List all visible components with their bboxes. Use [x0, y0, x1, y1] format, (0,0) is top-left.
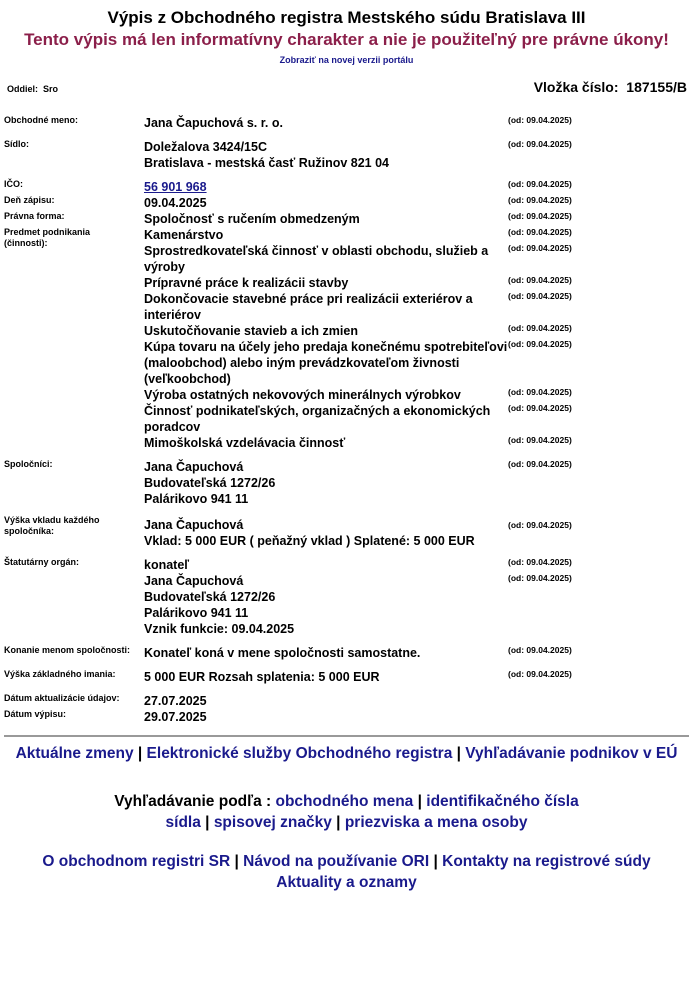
spolocnik-city: Palárikovo 941 11	[144, 492, 249, 506]
vklad-label-line1: Výška vkladu každého	[4, 515, 100, 525]
value-vklad	[144, 515, 508, 549]
date-statutarny-person: (od: 09.04.2025)	[508, 573, 572, 583]
new-version-link[interactable]: Zobraziť na novej verzii portálu	[279, 55, 414, 65]
row-aktualizacia	[4, 693, 588, 709]
link-aktualne-zmeny[interactable]: Aktuálne zmeny	[15, 745, 134, 762]
vklad-name: Jana Čapuchová	[144, 518, 244, 532]
row-konanie	[4, 645, 588, 661]
oddiel-label: Oddiel:	[7, 84, 38, 94]
vlozka-value: 187155/B	[626, 79, 687, 95]
search-by-sidlo-link[interactable]: sídla	[165, 814, 201, 831]
predmet-item: Sprostredkovateľská činnosť v oblasti obchodu, služieb a výroby	[144, 244, 489, 274]
date-den-zapisu: (od: 09.04.2025)	[508, 195, 572, 205]
predmet-item-date: (od: 09.04.2025)	[508, 323, 572, 333]
spolocnik-street: Budovateľská 1272/26	[144, 476, 276, 490]
predmet-item-date: (od: 09.04.2025)	[508, 387, 572, 397]
label-predmet	[4, 227, 144, 451]
link-separator: |	[417, 793, 422, 810]
link-vyhladavanie-eu[interactable]: Vyhľadávanie podnikov v EÚ	[465, 745, 678, 762]
statutarny-vznik: Vznik funkcie: 09.04.2025	[144, 622, 295, 636]
search-by-person-link[interactable]: priezviska a mena osoby	[344, 814, 528, 831]
label-pravna-forma: Právna forma:	[4, 211, 65, 221]
value-spolocnici	[144, 459, 508, 507]
search-by-file-link[interactable]: spisovej značky	[213, 814, 332, 831]
register-table	[4, 115, 588, 725]
spolocnik-name: Jana Čapuchová	[144, 460, 244, 474]
predmet-item: Uskutočňovanie stavieb a ich zmien	[144, 324, 358, 338]
label-konanie: Konanie menom spoločnosti:	[4, 645, 131, 655]
ico-link[interactable]: 56 901 968	[144, 180, 207, 194]
statutarny-city: Palárikovo 941 11	[144, 606, 249, 620]
label-vklad	[4, 515, 144, 549]
predmet-item: Prípravné práce k realizácii stavby	[144, 276, 349, 290]
row-sidlo	[4, 139, 588, 171]
value-den-zapisu: 09.04.2025	[144, 196, 207, 210]
link-kontakty[interactable]: Kontakty na registrové súdy	[442, 853, 651, 870]
row-imanie	[4, 669, 588, 685]
label-statutarny: Štatutárny orgán:	[4, 557, 80, 567]
row-spolocnici	[4, 459, 588, 507]
row-obchodne-meno	[4, 115, 588, 131]
predmet-item: Výroba ostatných nekovových minerálnych výrobkov	[144, 388, 461, 402]
value-ico	[144, 179, 508, 195]
predmet-item: Kúpa tovaru na účely jeho predaja konečnému spotrebiteľovi (maloobchod) alebo iným prevádzkovateľom živnosti (veľkoobchod)	[144, 340, 508, 386]
vklad-amount: Vklad: 5 000 EUR ( peňažný vklad ) Splatené: 5 000 EUR	[144, 534, 475, 548]
predmet-item-date: (od: 09.04.2025)	[508, 243, 572, 253]
link-o-registri[interactable]: O obchodnom registri SR	[42, 853, 231, 870]
search-by-ico-link[interactable]: identifikačného čísla	[426, 793, 579, 810]
predmet-item: Dokončovacie stavebné práce pri realizácii exteriérov a interiérov	[144, 292, 473, 322]
search-label: Vyhľadávanie podľa :	[114, 793, 272, 810]
label-aktualizacia: Dátum aktualizácie údajov:	[4, 693, 120, 703]
vklad-label-line2: spoločníka:	[4, 526, 55, 536]
value-konanie: Konateľ koná v mene spoločnosti samostatne.	[144, 646, 421, 660]
label-den-zapisu: Deň zápisu:	[4, 195, 55, 205]
label-vypis: Dátum výpisu:	[4, 709, 67, 719]
statutarny-street: Budovateľská 1272/26	[144, 590, 276, 604]
vlozka	[534, 79, 687, 95]
statutarny-name: Jana Čapuchová	[144, 574, 244, 588]
value-pravna-forma: Spoločnosť s ručením obmedzeným	[144, 212, 360, 226]
predmet-item-date: (od: 09.04.2025)	[508, 403, 572, 413]
footer-links-row1	[0, 743, 693, 764]
page	[0, 8, 693, 1008]
footer-search-row	[0, 791, 693, 833]
row-vklad	[4, 515, 588, 549]
page-title: Výpis z Obchodného registra Mestského súdu Bratislava III	[107, 8, 586, 27]
row-ico	[4, 179, 588, 195]
oddiel-value: Sro	[43, 84, 59, 94]
predmet-item-date: (od: 09.04.2025)	[508, 435, 572, 445]
link-navod[interactable]: Návod na používanie ORI	[243, 853, 430, 870]
row-statutarny	[4, 557, 588, 573]
link-separator: |	[456, 745, 461, 762]
date-ico: (od: 09.04.2025)	[508, 179, 572, 189]
value-sidlo	[144, 139, 508, 171]
value-obchodne-meno: Jana Čapuchová s. r. o.	[144, 116, 283, 130]
label-ico: IČO:	[4, 179, 23, 189]
footer-links-row3	[0, 851, 693, 893]
value-vypis: 29.07.2025	[144, 710, 207, 724]
predmet-item-date: (od: 09.04.2025)	[508, 339, 572, 349]
predmet-item: Mimoškolská vzdelávacia činnosť	[144, 436, 346, 450]
label-obchodne-meno: Obchodné meno:	[4, 115, 78, 125]
value-imanie: 5 000 EUR Rozsah splatenia: 5 000 EUR	[144, 670, 380, 684]
vlozka-label: Vložka číslo:	[533, 79, 619, 95]
date-vklad: (od: 09.04.2025)	[508, 520, 572, 530]
label-imanie: Výška základného imania:	[4, 669, 116, 679]
link-separator: |	[137, 745, 143, 762]
label-sidlo: Sídlo:	[4, 139, 29, 149]
date-statutarny-role: (od: 09.04.2025)	[508, 557, 572, 567]
statutarny-person	[144, 573, 508, 637]
sidlo-line2: Bratislava - mestská časť Ružinov 821 04	[144, 156, 390, 170]
label-spolocnici: Spoločníci:	[4, 459, 53, 469]
date-obchodne-meno: (od: 09.04.2025)	[508, 115, 572, 125]
link-elektronicke-sluzby[interactable]: Elektronické služby Obchodného registra	[146, 745, 453, 762]
date-imanie: (od: 09.04.2025)	[508, 669, 572, 679]
link-separator: |	[234, 853, 239, 870]
link-separator: |	[433, 853, 438, 870]
value-aktualizacia: 27.07.2025	[144, 694, 207, 708]
date-pravna-forma: (od: 09.04.2025)	[508, 211, 572, 221]
section-header	[0, 75, 693, 115]
separator-line	[4, 735, 689, 737]
predmet-item-date: (od: 09.04.2025)	[508, 275, 572, 285]
row-pravna-forma	[4, 211, 588, 227]
predmet-item-date: (od: 09.04.2025)	[508, 227, 572, 237]
predmet-label-line2: (činnosti):	[4, 238, 48, 248]
row-den-zapisu	[4, 195, 588, 211]
predmet-item: Kamenárstvo	[144, 228, 224, 242]
sidlo-line1: Doležalova 3424/15C	[144, 140, 267, 154]
link-separator: |	[205, 814, 210, 831]
predmet-label-line1: Predmet podnikania	[4, 227, 91, 237]
oddiel	[7, 84, 58, 94]
predmet-item: Činnosť podnikateľských, organizačných a ekonomických poradcov	[144, 404, 491, 434]
predmet-item-date: (od: 09.04.2025)	[508, 291, 572, 301]
search-by-name-link[interactable]: obchodného mena	[275, 793, 414, 810]
disclaimer: Tento výpis má len informatívny charakter a nie je použiteľný pre právne úkony!	[24, 30, 669, 49]
new-version-row	[0, 55, 693, 65]
date-spolocnici: (od: 09.04.2025)	[508, 459, 572, 469]
link-separator: |	[336, 814, 341, 831]
date-sidlo: (od: 09.04.2025)	[508, 139, 572, 149]
link-aktuality[interactable]: Aktuality a oznamy	[276, 874, 417, 891]
row-predmet-0	[4, 227, 588, 243]
statutarny-role: konateľ	[144, 558, 190, 572]
row-vypis	[4, 709, 588, 725]
date-konanie: (od: 09.04.2025)	[508, 645, 572, 655]
